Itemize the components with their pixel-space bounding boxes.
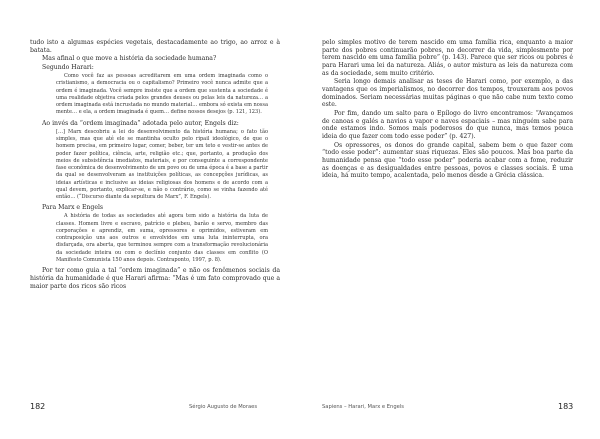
paragraph: tudo isto a algumas espécies vegetais, destacadamente ao trigo, ao arroz e à batata. <box>30 39 280 54</box>
running-footer-left: Sérgio Augusto de Moraes <box>189 404 258 410</box>
block-quote: […] Marx descobriu a lei do desenvolvimento da história humana; o fato tão simples, mas que até ele se mantinha oculto pelo ripail ideológico, de que o homem precisa, em primeiro lugar, comer, beber, ter um teto e vestir-se antes de poder fazer política, ciência, arte, religião etc.; que, portanto, a produção dos meios de subsistência imediatos, materiais, e por conseguinte a correspondente fase econômica de desenvolvimento de um povo ou de uma época é a base a partir da qual se desenvolveram as instituições políticas, as concepções jurídicas, as ideias artísticas e inclusive as ideias religiosas dos homens e de acordo com a qual devem, portanto, explicar-se, e não o contrário, como se vinha fazendo até então… (“Discurso diante da sepultura de Marx”, F. Engels). <box>56 128 268 201</box>
page-number-left: 182 <box>30 402 46 411</box>
page-number-right: 183 <box>558 402 574 411</box>
paragraph: Segundo Harari: <box>42 63 94 71</box>
right-page-body <box>322 39 573 180</box>
paragraph: Por ter como guia a tal “ordem imaginada” e não os fenômenos sociais da história da humanidade é que Harari afirma: “Mas é um fato comprovado que a maior parte dos ricos são ricos <box>30 267 280 290</box>
paragraph: Seria longo demais analisar as teses de Harari como, por exemplo, a das vantagens que os imperialismos, no decorrer dos tempos, trouxeram aos povos dominados. Seriam necessárias muitas páginas o que não cabe num texto como este. <box>322 78 573 109</box>
left-page-body <box>30 39 280 290</box>
paragraph: Por fim, dando um salto para o Epílogo do livro encontramos: “Avançamos de canoas e galés a navios a vapor e naves espaciais – mas ninguém sabe para onde estamos indo. Somos mais poderosos do que nunca, mas temos pouca ideia do que fazer com todo esse poder” (p. 427). <box>322 109 573 140</box>
paragraph: Os opressores, os donos do grande capital, sabem bem o que fazer com “todo esse poder”: aumentar suas riquezas. Eles são poucos. Mas boa parte da humanidade pensa que “todo esse poder” poderia acabar com a fome, reduzir as doenças e as desigualdades entre pessoas, povos e classes sociais. É uma ideia, há muito tempo, acalentada, pelo menos desde a Grécia clássica. <box>322 141 573 180</box>
paragraph: Para Marx e Engels <box>42 204 104 212</box>
block-quote: A história de todas as sociedades até agora tem sido a história da luta de classes. Homem livre e escravo, patrício e plebeu, barão e servo, membro das corporações e aprendiz, em suma, opressores e oprimidos, estiveram em contraposição uns aos outros e envolvidos em uma luta ininterrupta, ora disfarçada, ora aberta, que terminou sempre com a transformação revolucionária da sociedade inteira ou com o declínio conjunto das classes em conflito (O Manifesto Comunista 150 anos depois. Contraponto, 1997, p. 8). <box>56 213 268 263</box>
paragraph: Mas afinal o que move a história da sociedade humana? <box>42 55 217 63</box>
paragraph: pelo simples motivo de terem nascido em uma família rica, enquanto a maior parte dos pobres continuarão pobres, no decorrer da vida, simplesmente por terem nascido em uma família pobre” (p. 143). Parece que ser ricos ou pobres é para Harari uma lei da natureza. Aliás, o autor mistura as leis da natureza com as da sociedade, sem muito critério. <box>322 39 573 77</box>
paragraph: Ao invés da “ordem imaginada” adotada pelo autor, Engels diz: <box>42 119 239 127</box>
block-quote: Como você faz as pessoas acreditarem em uma ordem imaginada como o cristianismo, a democracia ou o capitalismo? Primeiro você nunca admite que a ordem é imaginada. Você sempre insiste que a ordem que sustenta a sociedade é uma realidade objetiva criada pelos grandes deuses ou pelas leis da natureza… a ordem imaginada está incrustada no mundo material… embora só exista em nossa mente… e ela, a ordem imaginada é quem… define nossos desejos (p. 121, 123). <box>56 73 268 116</box>
running-footer-right: Sapiens – Harari, Marx e Engels <box>322 404 404 410</box>
